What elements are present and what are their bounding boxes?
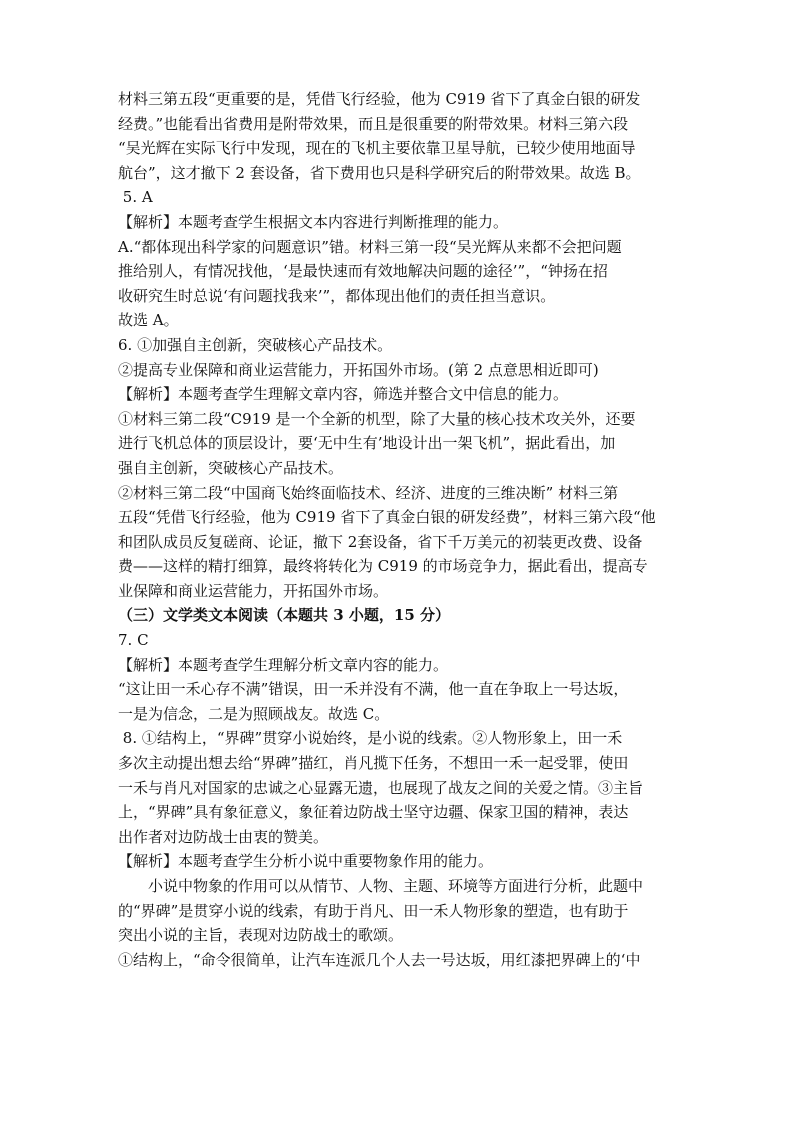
text-line: 业保障和商业运营能力，开拓国外市场。 <box>118 581 389 600</box>
analysis-line: 【解析】本题考查学生理解文章内容，筛选并整合文中信息的能力。 <box>118 385 569 404</box>
text-line: 进行飞机总体的顶层设计，要‘无中生有’地设计出一架飞机”，据此看出，加 <box>118 434 616 453</box>
text-line: 一禾与肖凡对国家的忠诚之心显露无遗，也展现了战友之间的关爱之情。③主旨 <box>118 778 644 797</box>
text-line: 的“界碑”是贯穿小说的线索，有助于肖凡、田一禾人物形象的塑造，也有助于 <box>118 901 629 920</box>
text-line: 收研究生时总说‘有问题找我来’”，都体现出他们的责任担当意识。 <box>118 286 556 305</box>
text-line: 突出小说的主旨，表现对边防战士的歌颂。 <box>118 926 404 945</box>
text-line: “吴光辉在实际飞行中发现，现在的飞机主要依靠卫星导航，已较少使用地面导 <box>118 139 636 158</box>
text-line: 多次主动提出想去给“界碑”描红，肖凡揽下任务，不想田一禾一起受罪，使田 <box>118 754 629 773</box>
text-line: A.“都体现出科学家的问题意识”错。材料三第一段“吴光辉从来都不会把问题 <box>118 237 622 256</box>
text-line: 小说中物象的作用可以从情节、人物、主题、环境等方面进行分析，此题中 <box>148 877 644 895</box>
section-heading: （三）文学类文本阅读（本题共 3 小题，15 分） <box>118 606 450 625</box>
question-answer-6: 6. ①加强自主创新，突破核心产品技术。 <box>118 335 393 354</box>
text-line: 材料三第五段“更重要的是，凭借飞行经验，他为 C919 省下了真金白银的研发 <box>118 90 641 108</box>
text-line: 和团队成员反复磋商、论证，撤下 2套设备，省下千万美元的初装更改费、设备 <box>118 532 643 551</box>
text-line: 五段“凭借飞行经验，他为 C919 省下了真金白银的研发经费”，材料三第六段“他 <box>118 508 656 527</box>
text-line: ①材料三第二段“C919 是一个全新的机型，除了大量的核心技术攻关外，还要 <box>118 409 636 428</box>
analysis-line: 【解析】本题考查学生根据文本内容进行判断推理的能力。 <box>118 212 509 231</box>
text-line: 强自主创新，突破核心产品技术。 <box>118 458 344 477</box>
text-line: 航台”，这才撤下 2 套设备，省下费用也只是科学研究后的附带效果。故选 B。 <box>118 163 641 182</box>
text-line: 故选 A。 <box>118 311 179 330</box>
question-answer-7: 7. C <box>118 631 149 650</box>
text-line: 费——这样的精打细算，最终将转化为 C919 的市场竞争力，据此看出，提高专 <box>118 557 648 576</box>
text-line: 上，“界碑”具有象征意义，象征着边防战士坚守边疆、保家卫国的精神，表达 <box>118 803 629 822</box>
analysis-line: 【解析】本题考查学生分析小说中重要物象作用的能力。 <box>118 852 494 871</box>
text-line: ②材料三第二段“中国商飞始终面临技术、经济、进度的三维决断” 材料三第 <box>118 483 619 502</box>
text-line: 推给别人，有情况找他，‘是最快速而有效地解决问题的途径’”，“钟扬在招 <box>118 262 608 281</box>
document-page <box>118 87 680 972</box>
text-line: 一是为信念，二是为照顾战友。故选 C。 <box>118 704 390 723</box>
question-answer-8: 8. ①结构上，“界碑”贯穿小说始终，是小说的线索。②人物形象上，田一禾 <box>118 729 623 748</box>
text-line: “这让田一禾心存不满”错误，田一禾并没有不满，他一直在争取上一号达坂， <box>118 680 629 699</box>
text-line: ②提高专业保障和商业运营能力，开拓国外市场。(第 2 点意思相近即可) <box>118 360 599 379</box>
text-line: 出作者对边防战士由衷的赞美。 <box>118 827 329 846</box>
text-line: ①结构上，“命令很简单，让汽车连派几个人去一号达坂，用红漆把界碑上的‘中 <box>118 950 641 969</box>
question-answer-5: 5. A <box>118 188 153 207</box>
analysis-line: 【解析】本题考查学生理解分析文章内容的能力。 <box>118 655 449 674</box>
text-line: 经费。”也能看出省费用是附带效果，而且是很重要的附带效果。材料三第六段 <box>118 114 629 133</box>
